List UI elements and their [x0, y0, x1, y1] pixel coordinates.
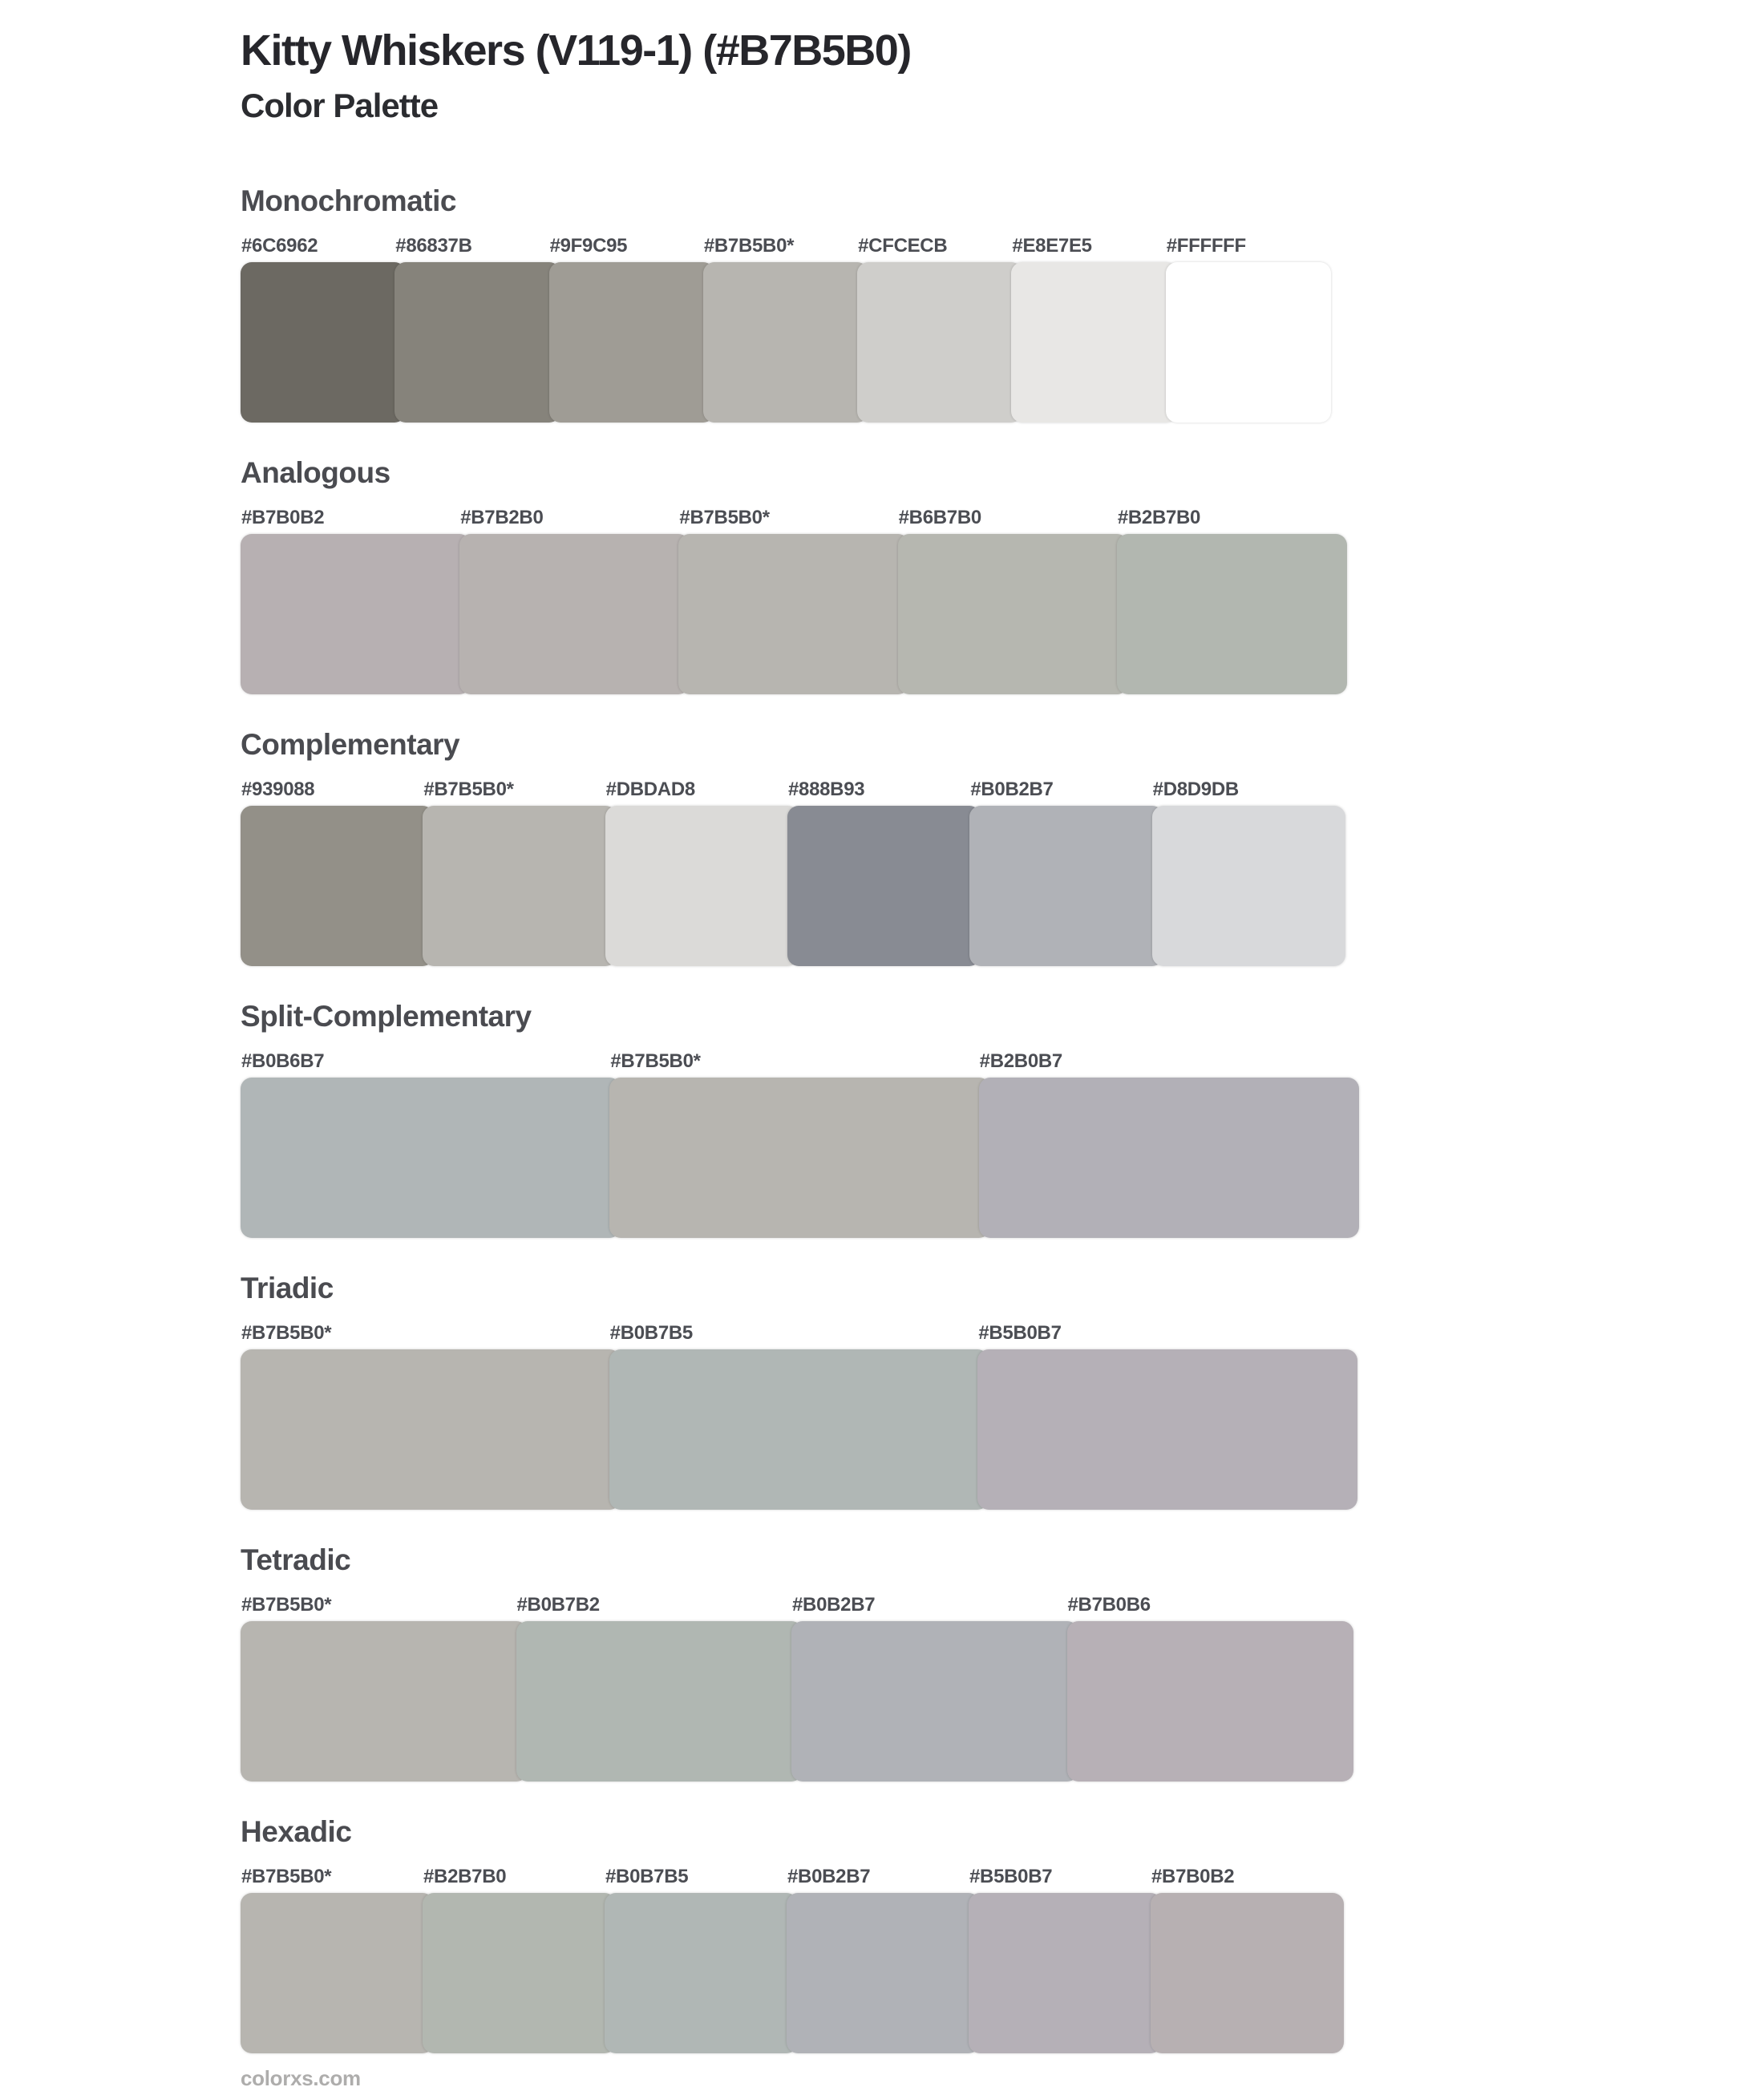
swatch-hex-label: #B7B0B2 — [1151, 1865, 1235, 1887]
color-swatch-b2b0b7[interactable] — [979, 1078, 1359, 1238]
swatch-hex-label: #9F9C95 — [549, 235, 628, 257]
color-swatch-b2b7b0[interactable] — [1117, 534, 1347, 694]
swatch-hex-label: #DBDAD8 — [605, 779, 695, 801]
color-swatch-d8d9db[interactable] — [1152, 806, 1345, 966]
section-title: Hexadic — [241, 1814, 352, 1848]
color-swatch-b7b5b0[interactable] — [241, 1349, 621, 1510]
swatch-hex-label: #B5B0B7 — [969, 1865, 1053, 1887]
swatch-label-row — [241, 1594, 1353, 1618]
swatch-hex-label: #B7B5B0* — [241, 1321, 332, 1344]
palette-section-hexadic — [241, 1815, 1764, 2053]
color-swatch-939088[interactable] — [241, 806, 434, 966]
swatch-hex-label: #B7B2B0 — [460, 507, 544, 529]
color-swatch-b0b2b7[interactable] — [791, 1621, 1078, 1782]
color-swatch-b0b6b7[interactable] — [241, 1078, 621, 1238]
color-swatch-b0b7b2[interactable] — [516, 1621, 803, 1782]
swatch-tile-row — [241, 1349, 1357, 1510]
swatch-tile-row — [241, 1621, 1353, 1782]
section-title: Split-Complementary — [241, 1000, 532, 1033]
color-swatch-b7b2b0[interactable] — [459, 534, 690, 694]
color-swatch-b7b5b0[interactable] — [241, 1621, 528, 1782]
palette-section-monochromatic — [241, 184, 1764, 423]
color-swatch-6c6962[interactable] — [241, 262, 406, 423]
swatch-hex-label: #D8D9DB — [1152, 779, 1239, 801]
swatch-hex-label: #B7B0B6 — [1067, 1593, 1151, 1616]
swatch-hex-label: #B7B5B0* — [241, 1593, 332, 1616]
swatch-hex-label: #B0B7B5 — [609, 1321, 693, 1344]
swatch-hex-label: #B0B7B5 — [605, 1865, 689, 1887]
color-swatch-b7b0b2[interactable] — [241, 534, 471, 694]
color-swatch-9f9c95[interactable] — [549, 262, 714, 423]
swatch-tile-row — [241, 806, 1345, 966]
swatch-hex-label: #6C6962 — [241, 235, 318, 257]
color-swatch-b7b0b6[interactable] — [1067, 1621, 1354, 1782]
palette-section-triadic — [241, 1272, 1764, 1510]
section-title: Analogous — [241, 456, 390, 490]
swatch-label-row — [241, 1866, 1344, 1890]
swatch-hex-label: #939088 — [241, 779, 315, 801]
swatch-hex-label: #B5B0B7 — [978, 1321, 1062, 1344]
swatch-hex-label: #FFFFFF — [1166, 235, 1246, 257]
swatch-hex-label: #B2B7B0 — [1117, 507, 1201, 529]
color-swatch-b7b0b2[interactable] — [1151, 1893, 1344, 2053]
page-title: Kitty Whiskers (V119-1) (#B7B5B0) — [241, 26, 911, 75]
color-swatch-e8e7e5[interactable] — [1011, 262, 1176, 423]
color-swatch-b7b5b0[interactable] — [703, 262, 868, 423]
page-subtitle: Color Palette — [241, 87, 439, 125]
color-swatch-b2b7b0[interactable] — [423, 1893, 616, 2053]
palette-section-analogous — [241, 456, 1764, 694]
section-title: Monochromatic — [241, 184, 456, 218]
swatch-hex-label: #B7B5B0* — [423, 779, 514, 801]
palette-section-tetradic — [241, 1543, 1764, 1782]
swatch-hex-label: #B2B7B0 — [423, 1865, 507, 1887]
swatch-hex-label: #E8E7E5 — [1012, 235, 1092, 257]
swatch-label-row — [241, 507, 1347, 531]
swatch-hex-label: #B2B0B7 — [979, 1050, 1062, 1073]
section-title: Triadic — [241, 1272, 334, 1305]
swatch-hex-label: #B0B6B7 — [241, 1050, 325, 1073]
swatch-label-row — [241, 779, 1345, 803]
color-swatch-b7b5b0[interactable] — [241, 1893, 434, 2053]
swatch-tile-row — [241, 1078, 1359, 1238]
palette-sections — [241, 184, 1764, 2053]
swatch-label-row — [241, 1322, 1357, 1346]
swatch-hex-label: #B7B5B0* — [679, 507, 770, 529]
section-title: Tetradic — [241, 1543, 351, 1576]
swatch-hex-label: #B7B5B0* — [703, 235, 795, 257]
section-title: Complementary — [241, 728, 460, 762]
swatch-hex-label: #B7B5B0* — [610, 1050, 701, 1073]
color-swatch-b5b0b7[interactable] — [977, 1349, 1357, 1510]
swatch-hex-label: #B6B7B0 — [898, 507, 981, 529]
swatch-label-row — [241, 235, 1331, 259]
color-swatch-b0b2b7[interactable] — [787, 1893, 980, 2053]
palette-section-complementary — [241, 728, 1764, 966]
color-swatch-b6b7b0[interactable] — [898, 534, 1128, 694]
swatch-hex-label: #CFCECB — [858, 235, 948, 257]
swatch-hex-label: #B0B2B7 — [787, 1865, 871, 1887]
color-swatch-888b93[interactable] — [787, 806, 981, 966]
swatch-hex-label: #B7B0B2 — [241, 507, 325, 529]
swatch-tile-row — [241, 534, 1347, 694]
swatch-hex-label: #B7B5B0* — [241, 1865, 332, 1887]
color-swatch-b5b0b7[interactable] — [969, 1893, 1162, 2053]
swatch-hex-label: #B0B2B7 — [792, 1593, 876, 1616]
palette-section-split-complementary — [241, 1000, 1764, 1238]
color-swatch-b7b5b0[interactable] — [609, 1078, 989, 1238]
footer-brand: colorxs.com — [241, 2065, 361, 2090]
color-swatch-ffffff[interactable] — [1166, 262, 1331, 423]
color-swatch-b0b7b5[interactable] — [609, 1349, 989, 1510]
swatch-tile-row — [241, 262, 1331, 423]
swatch-label-row — [241, 1050, 1359, 1074]
swatch-hex-label: #86837B — [395, 235, 472, 257]
color-swatch-86837b[interactable] — [394, 262, 560, 423]
color-swatch-cfcecb[interactable] — [857, 262, 1022, 423]
color-swatch-b7b5b0[interactable] — [423, 806, 616, 966]
swatch-hex-label: #B0B2B7 — [970, 779, 1054, 801]
color-swatch-b0b7b5[interactable] — [605, 1893, 798, 2053]
swatch-tile-row — [241, 1893, 1344, 2053]
color-swatch-b7b5b0[interactable] — [678, 534, 908, 694]
color-swatch-b0b2b7[interactable] — [969, 806, 1163, 966]
swatch-hex-label: #B0B7B2 — [516, 1593, 600, 1616]
swatch-hex-label: #888B93 — [787, 779, 865, 801]
color-swatch-dbdad8[interactable] — [605, 806, 799, 966]
